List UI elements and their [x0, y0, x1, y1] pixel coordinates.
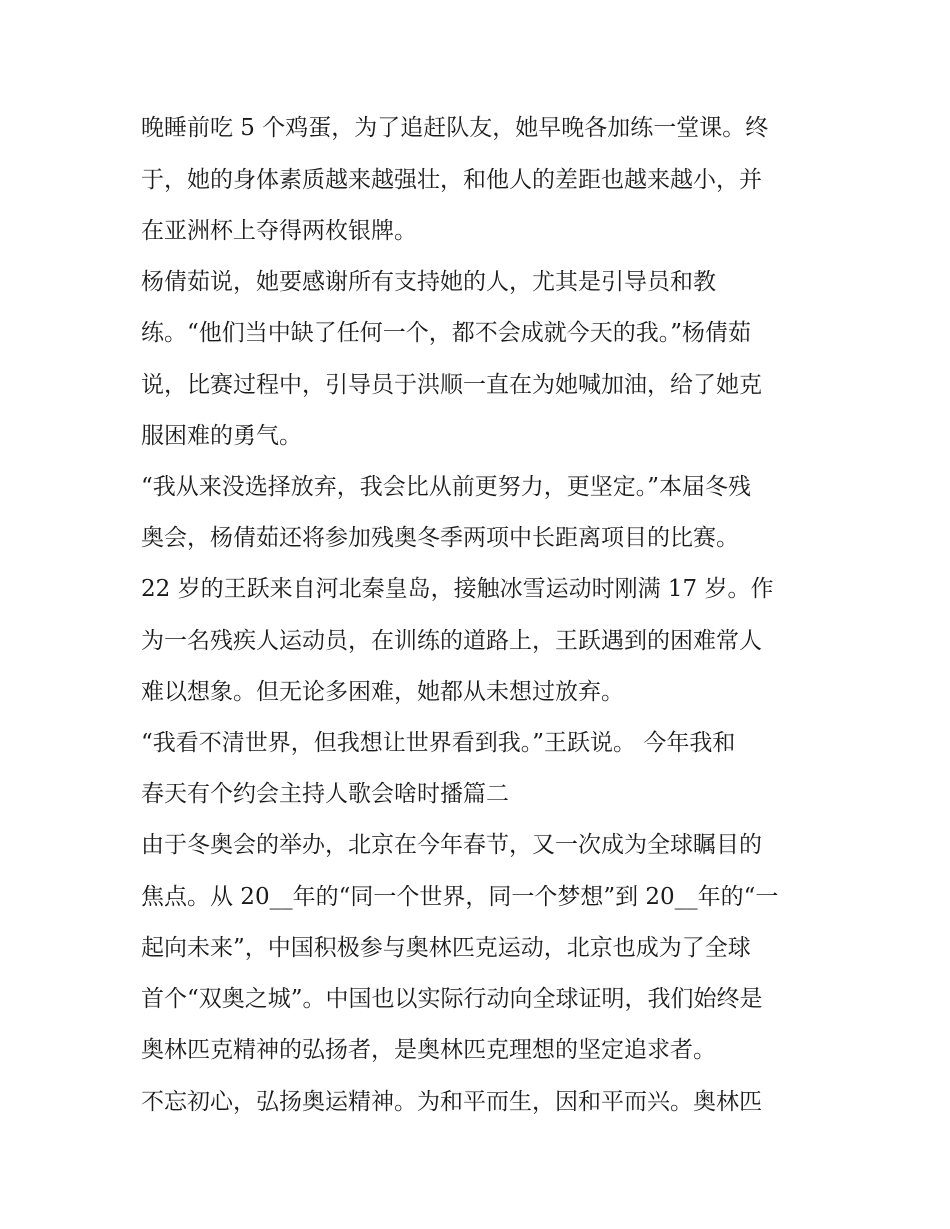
- text-line: 奥林匹克精神的弘扬者，是奥林匹克理想的坚定追求者。: [141, 1037, 716, 1063]
- text-line: 晚睡前吃 5 个鸡蛋，为了追赶队友，她早晚各加练一堂课。终: [141, 115, 769, 141]
- text-line: 说，比赛过程中，引导员于洪顺一直在为她喊加油，给了她克: [141, 372, 762, 398]
- text-line: 服困难的勇气。: [141, 423, 302, 449]
- text-line: 焦点。从 20__年的“同一个世界，同一个梦想”到 20__年的“一: [141, 884, 779, 910]
- text-line: 杨倩茹说，她要感谢所有支持她的人，尤其是引导员和教: [141, 269, 716, 295]
- text-line: “我看不清世界，但我想让世界看到我。”王跃说。 今年我和: [141, 730, 736, 756]
- text-line: 于，她的身体素质越来越强壮，和他人的差距也越来越小，并: [141, 167, 762, 193]
- text-line: 起向未来”，中国积极参与奥林匹克运动，北京也成为了全球: [141, 935, 751, 961]
- text-line: 春天有个约会主持人歌会啥时播篇二: [141, 781, 509, 807]
- text-line: 由于冬奥会的举办，北京在今年春节，又一次成为全球瞩目的: [141, 832, 762, 858]
- text-line: 在亚洲杯上夺得两枚银牌。: [141, 218, 417, 244]
- text-line: 22 岁的王跃来自河北秦皇岛，接触冰雪运动时刚满 17 岁。作: [141, 576, 774, 602]
- text-line: “我从来没选择放弃，我会比从前更努力，更坚定。”本届冬残: [141, 474, 752, 500]
- text-line: 难以想象。但无论多困难，她都从未想过放弃。: [141, 679, 624, 705]
- text-line: 不忘初心，弘扬奥运精神。为和平而生，因和平而兴。奥林匹: [141, 1089, 762, 1115]
- text-line: 奥会，杨倩茹还将参加残奥冬季两项中长距离项目的比赛。: [141, 525, 739, 551]
- text-line: 为一名残疾人运动员，在训练的道路上，王跃遇到的困难常人: [141, 628, 762, 654]
- text-line: 练。“他们当中缺了任何一个，都不会成就今天的我。”杨倩茹: [141, 320, 752, 346]
- text-line: 首个“双奥之城”。中国也以实际行动向全球证明，我们始终是: [141, 986, 763, 1012]
